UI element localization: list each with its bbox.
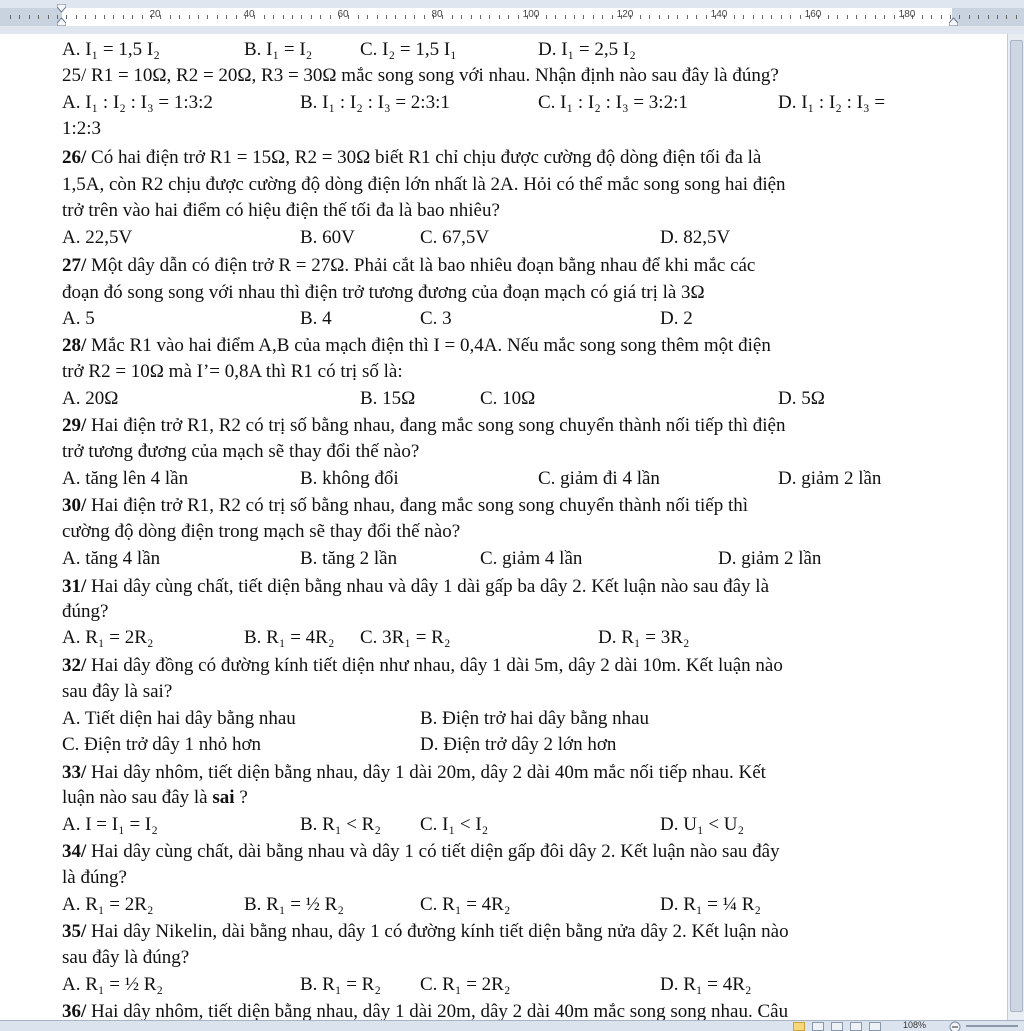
zoom-level[interactable]: 108% <box>903 1020 927 1030</box>
q26-option-a: A. 22,5V <box>62 227 133 248</box>
ruler-tick <box>179 15 180 19</box>
ruler-tick <box>320 15 321 19</box>
ruler-tick <box>988 15 989 19</box>
q29-line-1 <box>62 414 786 438</box>
q25-stem <box>62 64 779 88</box>
q27-line-2: đoạn đó song song với nhau thì điện trở tương đương của đoạn mạch có giá trị là 3Ω <box>62 282 705 303</box>
q26-option-d: D. 82,5V <box>660 227 731 248</box>
vertical-scrollbar[interactable] <box>1007 34 1024 1020</box>
q32-line-2: sau đây là sai? <box>62 681 173 702</box>
q34-option-b: B. R₁ = ½ R₂ <box>244 894 344 915</box>
q27-text-1: Một dây dẫn có điện trở R = 27Ω. Phải cắt là bao nhiêu đoạn bằng nhau để khi mắc các <box>86 255 756 276</box>
q29-option-b: B. không đổi <box>300 468 399 489</box>
ruler-tick <box>894 15 895 19</box>
ruler-tick <box>762 15 763 19</box>
ruler-tick <box>38 15 39 19</box>
q31-option-b: B. R₁ = 4R₂ <box>244 627 335 648</box>
ruler-tick <box>461 15 462 19</box>
ruler-tick <box>123 15 124 19</box>
ruler-number: 20 <box>149 9 161 20</box>
ruler-tick <box>10 15 11 19</box>
q33-text-2-end: ? <box>234 787 248 808</box>
q24-option-b: B. I₁ = I₂ <box>244 39 313 60</box>
ruler-tick <box>189 15 190 19</box>
q34-option-c: C. R₁ = 4R₂ <box>420 894 511 915</box>
q36-line-1 <box>62 1000 788 1020</box>
q28-number: 28/ <box>62 335 87 356</box>
q25-option-d: D. I₁ : I₂ : I₃ = <box>778 92 886 113</box>
ruler-tick <box>311 15 312 19</box>
ruler-tick <box>301 15 302 19</box>
ruler-tick <box>358 15 359 19</box>
ruler-tick <box>800 15 801 19</box>
ruler-tick <box>790 15 791 19</box>
q34-line-2: là đúng? <box>62 867 127 888</box>
ruler-tick <box>471 15 472 19</box>
ruler-tick <box>330 15 331 19</box>
ruler-tick <box>76 15 77 19</box>
ruler-tick <box>583 15 584 19</box>
q35-text-1: Hai dây Nikelin, dài bằng nhau, dây 1 có đường kính tiết diện bằng nửa dây 2. Kết luận nào <box>86 921 789 942</box>
q33-option-d: D. U₁ < U₂ <box>660 814 745 835</box>
ruler-tick <box>19 15 20 19</box>
status-bar <box>0 1020 1024 1031</box>
q33-text-1: Hai dây nhôm, tiết diện bằng nhau, dây 1 dài 20m, dây 2 dài 40m mắc nối tiếp nhau. Kết <box>86 762 766 783</box>
ruler-tick <box>452 15 453 19</box>
q33-option-a: A. I = I₁ = I₂ <box>62 814 158 835</box>
q30-number: 30/ <box>62 495 87 516</box>
ruler-tick <box>489 15 490 19</box>
q28-option-c: C. 10Ω <box>480 388 536 409</box>
ruler-tick <box>104 15 105 19</box>
q28-line-2: trở R2 = 10Ω mà I’= 0,8A thì R1 có trị số là: <box>62 361 403 382</box>
ruler-tick <box>640 15 641 19</box>
q24-option-a: A. I₁ = 1,5 I₂ <box>62 39 160 60</box>
ruler-number: 40 <box>243 9 255 20</box>
ruler-tick <box>941 15 942 19</box>
q28-option-b: B. 15Ω <box>360 388 416 409</box>
ruler-tick <box>1006 15 1007 19</box>
q33-emphasis: sai <box>212 787 235 808</box>
q29-number: 29/ <box>62 415 87 436</box>
q32-option-b: B. Điện trở hai dây bằng nhau <box>420 708 650 729</box>
q32-line-1 <box>62 654 783 678</box>
q31-line-2: đúng? <box>62 601 109 622</box>
q29-line-2: trở tương đương của mạch sẽ thay đổi thế nào? <box>62 441 420 462</box>
q28-option-d: D. 5Ω <box>778 388 825 409</box>
ruler-tick <box>405 15 406 19</box>
q29-option-c: C. giảm đi 4 lần <box>538 468 660 489</box>
q26-option-b: B. 60V <box>300 227 355 248</box>
q35-option-a: A. R₁ = ½ R₂ <box>62 974 164 995</box>
q35-option-d: D. R₁ = 4R₂ <box>660 974 752 995</box>
q36-number: 36/ <box>62 1001 87 1020</box>
ruler-tick <box>865 15 866 19</box>
q33-number: 33/ <box>62 762 87 783</box>
ruler-tick <box>734 15 735 19</box>
ruler-tick <box>217 15 218 19</box>
q35-line-2: sau đây là đúng? <box>62 947 190 968</box>
ruler-tick <box>922 15 923 19</box>
ruler-tick <box>593 15 594 19</box>
ruler-tick <box>283 15 284 19</box>
ruler-tick <box>771 15 772 19</box>
ruler-tick <box>414 15 415 19</box>
ruler-tick <box>602 15 603 19</box>
q33-line-2 <box>62 786 248 810</box>
ruler-tick <box>649 15 650 19</box>
ruler-tick <box>677 15 678 19</box>
right-indent-marker-icon[interactable] <box>949 4 958 26</box>
ruler-tick <box>884 15 885 19</box>
q26-text-1: Có hai điện trở R1 = 15Ω, R2 = 30Ω biết R1 chỉ chịu được cường độ dòng điện tối đa là <box>86 147 762 168</box>
ruler-tick <box>612 15 613 19</box>
ruler-tick <box>931 15 932 19</box>
q28-option-a: A. 20Ω <box>62 388 119 409</box>
q30-option-b: B. tăng 2 lần <box>300 548 398 569</box>
q30-option-d: D. giảm 2 lần <box>718 548 822 569</box>
q25-option-d-continued: 1:2:3 <box>62 118 102 139</box>
q35-option-c: C. R₁ = 2R₂ <box>420 974 511 995</box>
q29-text-1: Hai điện trở R1, R2 có trị số bằng nhau, đang mắc song song chuyển thành nối tiếp thì điện <box>86 415 786 436</box>
ruler-number: 80 <box>431 9 443 20</box>
ruler-number: 160 <box>804 9 822 20</box>
ruler-tick <box>48 15 49 19</box>
zoom-slider[interactable] <box>966 1025 1018 1027</box>
q29-option-d: D. giảm 2 lần <box>778 468 882 489</box>
ruler-tick <box>696 15 697 19</box>
q34-line-1 <box>62 840 780 864</box>
ruler-tick <box>574 15 575 19</box>
ruler-tick <box>198 15 199 19</box>
q25-text: R1 = 10Ω, R2 = 20Ω, R3 = 30Ω mắc song song với nhau. Nhận định nào sau đây là đúng? <box>86 65 779 86</box>
scrollbar-thumb[interactable] <box>1010 40 1023 1012</box>
q27-option-d: D. 2 <box>660 308 693 329</box>
ruler-tick <box>66 15 67 19</box>
q24-option-c: C. I₂ = 1,5 I₁ <box>360 39 457 60</box>
q26-number: 26/ <box>62 147 87 168</box>
q26-option-c: C. 67,5V <box>420 227 490 248</box>
ruler-tick <box>847 15 848 19</box>
ruler-tick <box>273 15 274 19</box>
q36-text-1: Hai dây nhôm, tiết diện bằng nhau, dây 1 dài 20m, dây 2 dài 40m mắc song song nhau. Câu <box>86 1001 789 1020</box>
ruler-tick <box>781 15 782 19</box>
q25-option-c: C. I₁ : I₂ : I₃ = 3:2:1 <box>538 92 688 113</box>
ruler-tick <box>687 15 688 19</box>
ruler-tick <box>207 15 208 19</box>
q27-option-b: B. 4 <box>300 308 332 329</box>
ruler-tick <box>959 15 960 19</box>
ruler-tick <box>659 15 660 19</box>
ruler-tick <box>706 15 707 19</box>
ruler-tick <box>837 15 838 19</box>
ruler-number: 120 <box>616 9 634 20</box>
ruler-tick <box>997 15 998 19</box>
q34-text-1: Hai dây cùng chất, dài bằng nhau và dây 1 có tiết diện gấp đôi dây 2. Kết luận nào sau đây <box>86 841 780 862</box>
q34-option-d: D. R₁ = ¼ R₂ <box>660 894 762 915</box>
ruler-tick <box>292 15 293 19</box>
ruler-number: 140 <box>710 9 728 20</box>
ruler-tick <box>480 15 481 19</box>
q26-line-3: trở trên vào hai điểm có hiệu điện thế tối đa là bao nhiêu? <box>62 200 500 221</box>
ruler-tick <box>142 15 143 19</box>
q24-option-d: D. I₁ = 2,5 I₂ <box>538 39 636 60</box>
ruler-number: 100 <box>522 9 540 20</box>
q25-option-a: A. I₁ : I₂ : I₃ = 1:3:2 <box>62 92 213 113</box>
ruler-tick <box>546 15 547 19</box>
ruler-tick <box>424 15 425 19</box>
q28-text-1: Mắc R1 vào hai điểm A,B của mạch điện thì I = 0,4A. Nếu mắc song song thêm một điện <box>86 335 771 356</box>
q30-text-1: Hai điện trở R1, R2 có trị số bằng nhau, đang mắc song song chuyển thành nối tiếp thì <box>86 495 749 516</box>
q32-text-1: Hai dây đồng có đường kính tiết diện như nhau, dây 1 dài 5m, dây 2 dài 10m. Kết luận nào <box>86 655 783 676</box>
ruler-tick <box>508 15 509 19</box>
q34-option-a: A. R₁ = 2R₂ <box>62 894 154 915</box>
q30-option-c: C. giảm 4 lần <box>480 548 583 569</box>
q35-number: 35/ <box>62 921 87 942</box>
q27-option-c: C. 3 <box>420 308 452 329</box>
first-line-indent-marker-icon[interactable] <box>57 4 66 26</box>
q25-number: 25/ <box>62 65 87 86</box>
q35-line-1 <box>62 920 789 944</box>
document-page[interactable] <box>0 34 1008 1020</box>
q26-line-1 <box>62 146 761 170</box>
q27-line-1 <box>62 254 755 278</box>
q31-line-1 <box>62 575 769 599</box>
ruler-tick <box>226 15 227 19</box>
ruler-tick <box>753 15 754 19</box>
ruler-tick <box>499 15 500 19</box>
q30-line-1 <box>62 494 748 518</box>
horizontal-ruler[interactable] <box>0 0 1024 35</box>
ruler-tick <box>518 15 519 19</box>
ruler-tick <box>386 15 387 19</box>
ruler-tick <box>1016 15 1017 19</box>
q32-option-c: C. Điện trở dây 1 nhỏ hơn <box>62 734 261 755</box>
q30-line-2: cường độ dòng điện trong mạch sẽ thay đổi thế nào? <box>62 521 461 542</box>
ruler-tick <box>565 15 566 19</box>
ruler-tick <box>875 15 876 19</box>
q27-option-a: A. 5 <box>62 308 95 329</box>
ruler-number: 180 <box>898 9 916 20</box>
q28-line-1 <box>62 334 771 358</box>
ruler-tick <box>367 15 368 19</box>
q30-option-a: A. tăng 4 lần <box>62 548 161 569</box>
ruler-tick <box>113 15 114 19</box>
q33-option-c: C. I₁ < I₂ <box>420 814 489 835</box>
q32-option-d: D. Điện trở dây 2 lớn hơn <box>420 734 617 755</box>
ruler-tick <box>85 15 86 19</box>
q35-option-b: B. R₁ = R₂ <box>300 974 381 995</box>
ruler-tick <box>555 15 556 19</box>
q31-option-d: D. R₁ = 3R₂ <box>598 627 690 648</box>
ruler-tick <box>170 15 171 19</box>
q33-line-1 <box>62 761 766 785</box>
ruler-tick <box>132 15 133 19</box>
q33-option-b: B. R₁ < R₂ <box>300 814 381 835</box>
ruler-tick <box>95 15 96 19</box>
q25-option-b: B. I₁ : I₂ : I₃ = 2:3:1 <box>300 92 450 113</box>
ruler-tick <box>395 15 396 19</box>
q32-number: 32/ <box>62 655 87 676</box>
ruler-tick <box>264 15 265 19</box>
ruler-tick <box>668 15 669 19</box>
q29-option-a: A. tăng lên 4 lần <box>62 468 189 489</box>
ruler-tick <box>856 15 857 19</box>
q31-text-1: Hai dây cùng chất, tiết diện bằng nhau và dây 1 dài gấp ba dây 2. Kết luận nào sau đây là <box>86 576 770 597</box>
q34-number: 34/ <box>62 841 87 862</box>
ruler-tick <box>978 15 979 19</box>
ruler-tick <box>236 15 237 19</box>
ruler-tick <box>969 15 970 19</box>
q31-option-a: A. R₁ = 2R₂ <box>62 627 154 648</box>
ruler-tick <box>29 15 30 19</box>
q26-line-2: 1,5A, còn R2 chịu được cường độ dòng điện lớn nhất là 2A. Hỏi có thể mắc song song hai điện <box>62 174 786 195</box>
ruler-tick <box>828 15 829 19</box>
ruler-tick <box>743 15 744 19</box>
q31-number: 31/ <box>62 576 87 597</box>
q32-option-a: A. Tiết diện hai dây bằng nhau <box>62 708 296 729</box>
ruler-number: 60 <box>337 9 349 20</box>
q27-number: 27/ <box>62 255 87 276</box>
ruler-tick <box>377 15 378 19</box>
q33-text-2: luận nào sau đây là <box>62 787 213 808</box>
q31-option-c: C. 3R₁ = R₂ <box>360 627 451 648</box>
